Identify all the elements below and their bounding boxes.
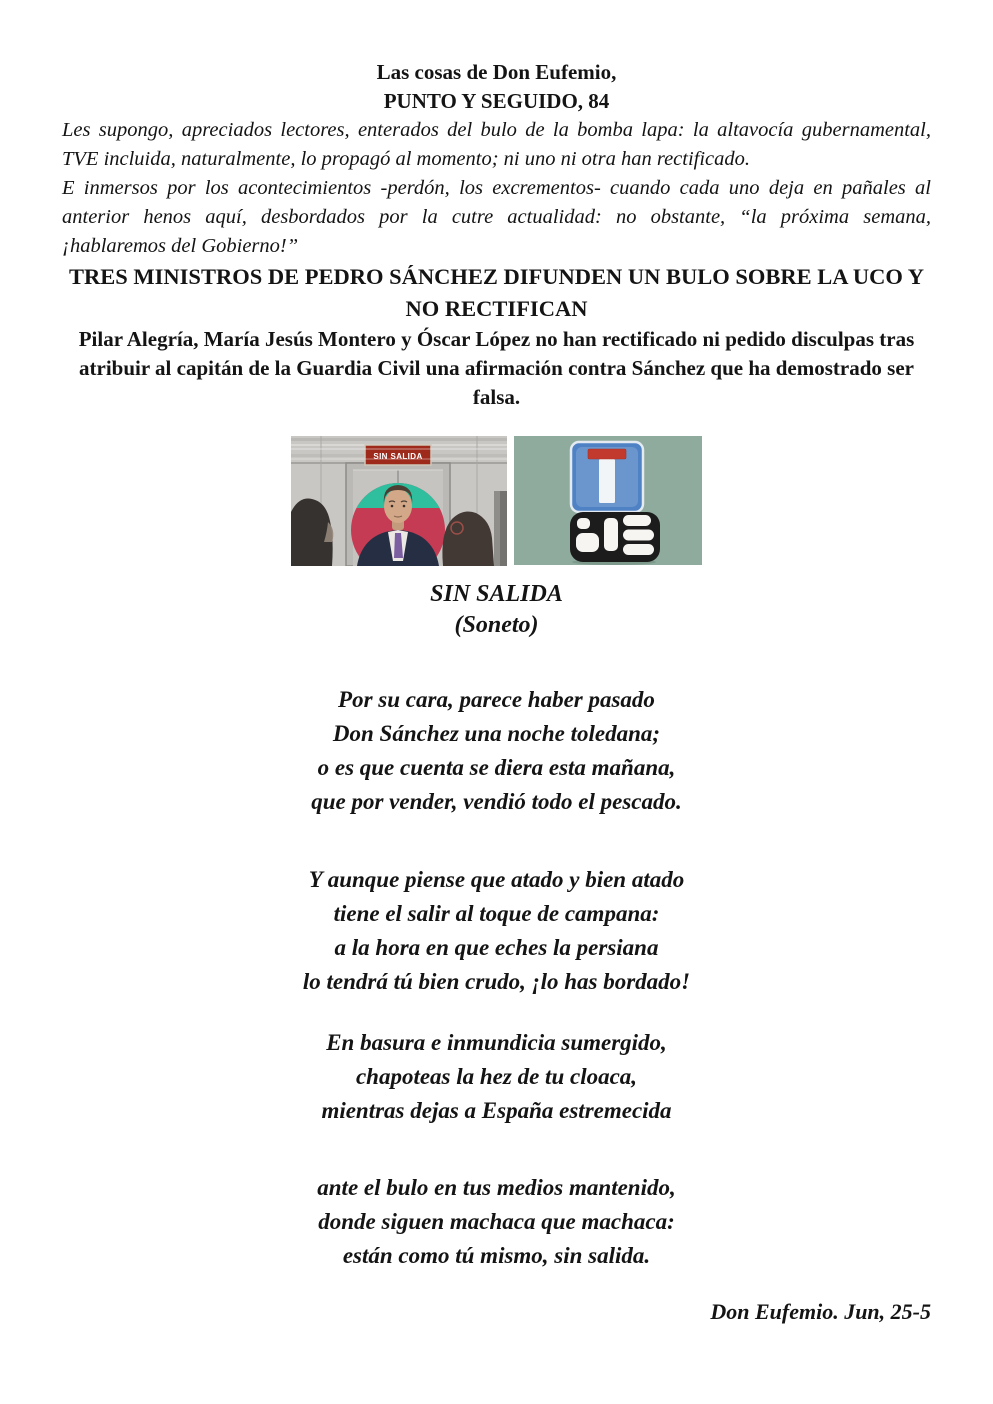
poem-title: SIN SALIDA: [430, 581, 563, 607]
poem-line: mientras dejas a España estremecida: [321, 1098, 672, 1123]
dead-end-road-sign-icon: [571, 442, 643, 512]
intro-paragraph-1: Les supongo, apreciados lectores, enterados del bulo de la bomba lapa: la altavocía gubernamental, TVE incluida, naturalmente, lo propagó al momento; ni uno ni otra han rectificado.: [62, 119, 931, 170]
figure-row: [62, 436, 931, 566]
poem-subtitle: (Soneto): [454, 612, 539, 638]
author-signature: Don Eufemio. Jun, 25-5: [710, 1299, 931, 1324]
document-title-line1: Las cosas de Don Eufemio,: [376, 60, 617, 84]
poem-line: ante el bulo en tus medios mantenido,: [317, 1175, 676, 1200]
poem-line: lo tendrá tú bien crudo, ¡lo has bordado!: [302, 969, 691, 994]
fist-icon: [570, 512, 660, 565]
intro-paragraph-2: E inmersos por los acontecimientos -perdón, los excrementos- cuando cada uno deja en pañales al anterior henos aquí, desbordados por la cutre actualidad: no obstante, “la próxima semana, ¡hablaremos del Gobierno!”: [62, 177, 931, 257]
poem-line: Y aunque piense que atado y bien atado: [308, 867, 685, 892]
illustration-dead-end-fist: [514, 436, 702, 565]
news-subheadline: Pilar Alegría, María Jesús Montero y Óscar López no han rectificado ni pedido disculpas tras atribuir al capitán de la Guardia Civil una afirmación contra Sánchez que ha demostrado ser falsa.: [78, 327, 915, 409]
document-title: [62, 58, 931, 116]
poem-line: En basura e inmundicia sumergido,: [326, 1030, 667, 1055]
poem-line: donde siguen machaca que machaca:: [318, 1209, 675, 1234]
poem-line: Don Sánchez una noche toledana;: [332, 721, 661, 746]
news-headline: TRES MINISTROS DE PEDRO SÁNCHEZ DIFUNDEN UN BULO SOBRE LA UCO Y NO RECTIFICAN: [69, 264, 924, 321]
poem-stanza-4: [62, 1171, 931, 1273]
poem-line: chapoteas la hez de tu cloaca,: [355, 1064, 638, 1089]
poem-line: o es que cuenta se diera esta mañana,: [317, 755, 676, 780]
poem-line: están como tú mismo, sin salida.: [342, 1243, 651, 1268]
poem-line: tiene el salir al toque de campana:: [333, 901, 660, 926]
poem-line: que por vender, vendió todo el pescado.: [311, 789, 682, 814]
poem-stanza-3: [62, 1026, 931, 1128]
poem-line: a la hora en que eches la persiana: [334, 935, 659, 960]
poem-stanza-2: [62, 863, 931, 999]
sin-salida-sign-text: SIN SALIDA: [373, 452, 423, 461]
poem-line: Por su cara, parece haber pasado: [338, 687, 655, 712]
photo-sanchez-no-exit: [291, 436, 507, 566]
poem-stanza-1: [62, 683, 931, 819]
document-title-line2: PUNTO Y SEGUIDO, 84: [383, 89, 610, 113]
